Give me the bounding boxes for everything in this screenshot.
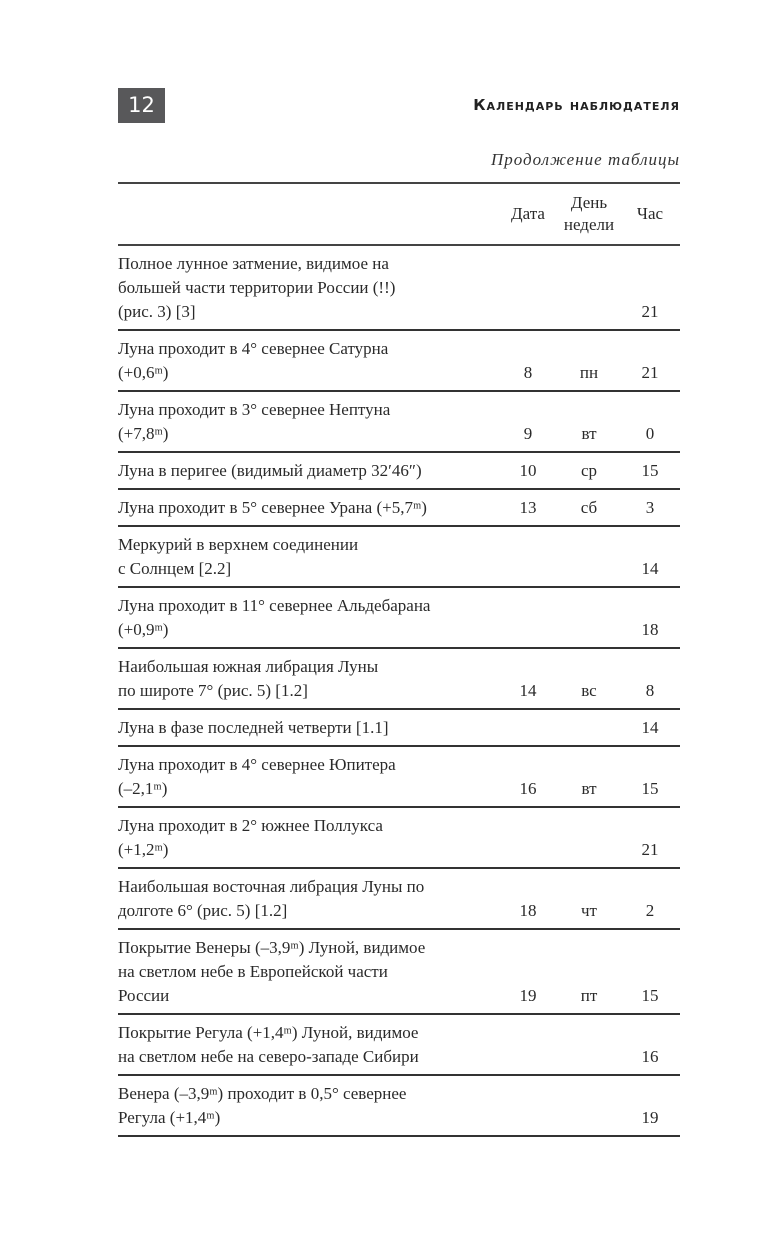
date-cell xyxy=(498,1014,558,1075)
date-cell: 8 xyxy=(498,330,558,391)
date-cell xyxy=(498,709,558,746)
date-cell: 16 xyxy=(498,746,558,807)
event-cell: Венера (–3,9ᵐ) проходит в 0,5° севернее Регула (+1,4ᵐ) xyxy=(118,1075,498,1136)
running-title: Календарь наблюдателя xyxy=(473,96,680,114)
weekday-cell: пт xyxy=(558,929,620,1014)
table-row xyxy=(118,1075,680,1136)
weekday-cell xyxy=(558,1014,620,1075)
weekday-cell: вт xyxy=(558,391,620,452)
event-cell: Покрытие Регула (+1,4ᵐ) Луной, видимое на светлом небе на северо-западе Сибири xyxy=(118,1014,498,1075)
table-row xyxy=(118,245,680,330)
table-row xyxy=(118,1014,680,1075)
table-row xyxy=(118,746,680,807)
table-row xyxy=(118,330,680,391)
header-weekday: День недели xyxy=(563,193,615,234)
hour-cell: 0 xyxy=(620,391,680,452)
hour-cell: 21 xyxy=(620,245,680,330)
date-cell xyxy=(498,587,558,648)
table-header-row xyxy=(118,183,680,245)
table-row xyxy=(118,709,680,746)
hour-cell: 14 xyxy=(620,709,680,746)
event-cell: Луна проходит в 4° севернее Сатурна (+0,6ᵐ) xyxy=(118,330,498,391)
hour-cell: 8 xyxy=(620,648,680,709)
table-row xyxy=(118,489,680,526)
event-cell: Луна проходит в 11° севернее Альдебарана (+0,9ᵐ) xyxy=(118,587,498,648)
weekday-cell xyxy=(558,709,620,746)
event-cell: Наибольшая южная либрация Луны по широте 7° (рис. 5) [1.2] xyxy=(118,648,498,709)
hour-cell: 2 xyxy=(620,868,680,929)
page-number: 12 xyxy=(118,88,165,123)
date-cell: 18 xyxy=(498,868,558,929)
weekday-cell xyxy=(558,807,620,868)
weekday-cell xyxy=(558,245,620,330)
event-cell: Луна проходит в 4° севернее Юпитера (–2,1ᵐ) xyxy=(118,746,498,807)
weekday-cell: вс xyxy=(558,648,620,709)
hour-cell: 21 xyxy=(620,330,680,391)
event-cell: Луна в фазе последней четверти [1.1] xyxy=(118,709,498,746)
hour-cell: 19 xyxy=(620,1075,680,1136)
table-row xyxy=(118,391,680,452)
hour-cell: 16 xyxy=(620,1014,680,1075)
weekday-cell xyxy=(558,1075,620,1136)
date-cell: 9 xyxy=(498,391,558,452)
header-hour: Час xyxy=(636,204,664,223)
table-row xyxy=(118,929,680,1014)
hour-cell: 18 xyxy=(620,587,680,648)
table-row xyxy=(118,868,680,929)
table-row xyxy=(118,452,680,489)
event-cell: Наибольшая восточная либрация Луны по долготе 6° (рис. 5) [1.2] xyxy=(118,868,498,929)
table-row xyxy=(118,526,680,587)
date-cell: 19 xyxy=(498,929,558,1014)
date-cell xyxy=(498,245,558,330)
event-cell: Луна проходит в 3° севернее Нептуна (+7,8ᵐ) xyxy=(118,391,498,452)
hour-cell: 3 xyxy=(620,489,680,526)
hour-cell: 15 xyxy=(620,929,680,1014)
date-cell xyxy=(498,807,558,868)
weekday-cell: пн xyxy=(558,330,620,391)
date-cell: 13 xyxy=(498,489,558,526)
weekday-cell: ср xyxy=(558,452,620,489)
hour-cell: 15 xyxy=(620,746,680,807)
hour-cell: 14 xyxy=(620,526,680,587)
event-cell: Луна проходит в 5° севернее Урана (+5,7ᵐ) xyxy=(118,489,498,526)
event-cell: Полное лунное затмение, видимое на большей части территории России (!!) (рис. 3) [3] xyxy=(118,245,498,330)
hour-cell: 15 xyxy=(620,452,680,489)
event-cell: Луна в перигее (видимый диаметр 32′46″) xyxy=(118,452,498,489)
header-date: Дата xyxy=(511,204,545,223)
date-cell xyxy=(498,1075,558,1136)
date-cell: 14 xyxy=(498,648,558,709)
weekday-cell: чт xyxy=(558,868,620,929)
weekday-cell xyxy=(558,587,620,648)
date-cell: 10 xyxy=(498,452,558,489)
table-continuation-label: Продолжение таблицы xyxy=(490,150,680,169)
date-cell xyxy=(498,526,558,587)
event-cell: Луна проходит в 2° южнее Поллукса (+1,2ᵐ) xyxy=(118,807,498,868)
event-cell: Покрытие Венеры (–3,9ᵐ) Луной, видимое на светлом небе в Европейской части России xyxy=(118,929,498,1014)
event-cell: Меркурий в верхнем соединении с Солнцем [2.2] xyxy=(118,526,498,587)
weekday-cell: сб xyxy=(558,489,620,526)
events-table xyxy=(118,182,680,1137)
weekday-cell: вт xyxy=(558,746,620,807)
weekday-cell xyxy=(558,526,620,587)
header-event xyxy=(118,183,498,245)
table-row xyxy=(118,587,680,648)
hour-cell: 21 xyxy=(620,807,680,868)
table-row xyxy=(118,648,680,709)
table-row xyxy=(118,807,680,868)
